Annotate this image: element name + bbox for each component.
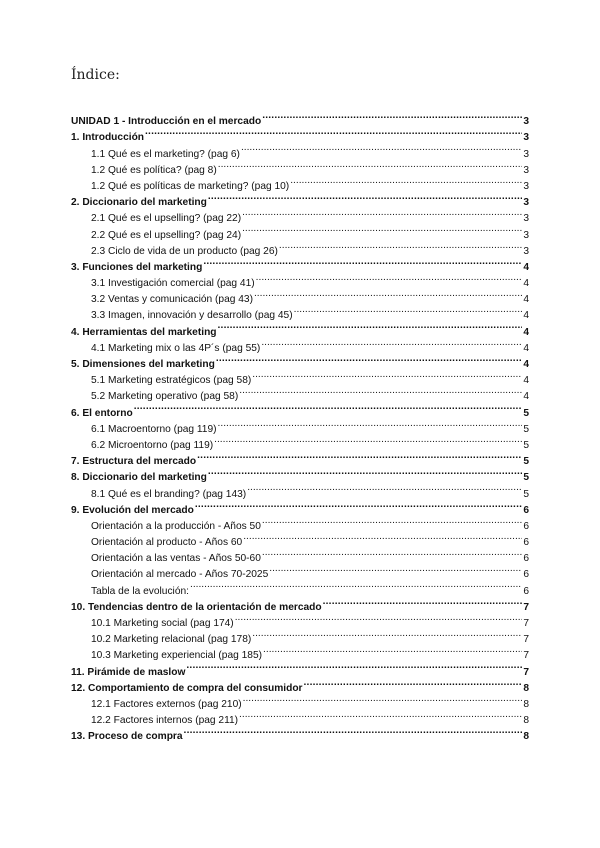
toc-page-number: 8 bbox=[523, 731, 529, 743]
toc-dot-leader bbox=[323, 594, 523, 610]
toc-page-number: 4 bbox=[523, 342, 529, 354]
toc-page-number: 7 bbox=[523, 666, 529, 678]
toc-dot-leader bbox=[239, 383, 522, 399]
toc-entry-label: 12.2 Factores internos (pag 211) bbox=[91, 715, 239, 727]
toc-page-number: 6 bbox=[523, 520, 529, 532]
toc-entry-label: Tabla de la evolución: bbox=[91, 585, 189, 597]
toc-entry-label: Orientación al producto - Años 60 bbox=[91, 537, 243, 549]
toc-entry-label: 5.1 Marketing estratégicos (pag 58) bbox=[91, 375, 252, 387]
toc-entry-label: 6. El entorno bbox=[71, 407, 133, 419]
toc-entry-label: 3. Funciones del marketing bbox=[71, 261, 203, 273]
toc-entry-label: UNIDAD 1 - Introducción en el mercado bbox=[71, 116, 262, 128]
toc-entry-label: 12.1 Factores externos (pag 210) bbox=[91, 698, 242, 710]
toc-entry-label: 8.1 Qué es el branding? (pag 143) bbox=[91, 488, 247, 500]
toc-page-number: 4 bbox=[523, 294, 529, 306]
toc-page-number: 3 bbox=[523, 180, 529, 192]
toc-page-number: 5 bbox=[523, 472, 529, 484]
toc-page-number: 5 bbox=[523, 423, 529, 435]
toc-entry-label: 1. Introducción bbox=[71, 132, 145, 144]
toc-dot-leader bbox=[262, 545, 522, 561]
toc-entry-label: 10.2 Marketing relacional (pag 178) bbox=[91, 634, 252, 646]
toc-dot-leader bbox=[254, 286, 522, 302]
toc-page-number: 3 bbox=[523, 229, 529, 241]
toc-entry-label: 10.3 Marketing experiencial (pag 185) bbox=[91, 650, 263, 662]
toc-entry-label: 2.2 Qué es el upselling? (pag 24) bbox=[91, 229, 242, 241]
toc-page-number: 6 bbox=[523, 537, 529, 549]
toc-page-number: 4 bbox=[523, 278, 529, 290]
toc-dot-leader bbox=[252, 626, 522, 642]
toc-page-number: 4 bbox=[523, 261, 529, 273]
toc-dot-leader bbox=[184, 723, 523, 739]
toc-page-number: 3 bbox=[523, 132, 529, 144]
toc-dot-leader bbox=[243, 529, 522, 545]
toc-page-number: 8 bbox=[523, 698, 529, 710]
toc-page-number: 5 bbox=[523, 488, 529, 500]
toc-dot-leader bbox=[218, 416, 523, 432]
toc-page-number: 6 bbox=[523, 569, 529, 581]
toc-section-entry[interactable] bbox=[71, 399, 529, 419]
toc-dot-leader bbox=[262, 108, 522, 124]
toc-entry-label: 4. Herramientas del marketing bbox=[71, 326, 217, 338]
toc-dot-leader bbox=[190, 577, 522, 593]
toc-entry-label: 11. Pirámide de maslow bbox=[71, 666, 186, 678]
toc-section-entry[interactable] bbox=[71, 108, 529, 128]
toc-dot-leader bbox=[262, 513, 522, 529]
toc-dot-leader bbox=[256, 270, 523, 286]
toc-entry-label: Orientación a las ventas - Años 50-60 bbox=[91, 553, 261, 565]
toc-page-number: 4 bbox=[523, 310, 529, 322]
toc-page-number: 6 bbox=[523, 553, 529, 565]
toc-entry-label: 3.3 Imagen, innovación y desarrollo (pag 45) bbox=[91, 310, 293, 322]
toc-page-number: 7 bbox=[523, 601, 529, 613]
toc-dot-leader bbox=[208, 189, 522, 205]
toc-entry-label: 5.2 Marketing operativo (pag 58) bbox=[91, 391, 239, 403]
toc-dot-leader bbox=[279, 238, 522, 254]
toc-dot-leader bbox=[145, 124, 522, 140]
toc-entry-label: 1.2 Qué es política? (pag 8) bbox=[91, 164, 217, 176]
toc-dot-leader bbox=[216, 351, 523, 367]
toc-page-number: 4 bbox=[523, 326, 529, 338]
toc-dot-leader bbox=[269, 561, 522, 577]
toc-dot-leader bbox=[304, 675, 523, 691]
toc-dot-leader bbox=[261, 335, 522, 351]
toc-entry-label: 12. Comportamiento de compra del consumidor bbox=[71, 682, 303, 694]
toc-dot-leader bbox=[242, 205, 522, 221]
toc-page-number: 3 bbox=[523, 213, 529, 225]
table-of-contents bbox=[71, 108, 529, 743]
toc-dot-leader bbox=[252, 367, 522, 383]
toc-entry-label: 10. Tendencias dentro de la orientación de mercado bbox=[71, 601, 322, 613]
toc-page-number: 3 bbox=[523, 116, 529, 128]
toc-dot-leader bbox=[290, 173, 522, 189]
toc-page-number: 7 bbox=[523, 618, 529, 629]
toc-dot-leader bbox=[186, 658, 522, 674]
toc-page-number: 6 bbox=[523, 504, 529, 516]
toc-dot-leader bbox=[218, 318, 523, 334]
toc-entry-label: 8. Diccionario del marketing bbox=[71, 472, 207, 484]
toc-dot-leader bbox=[239, 707, 522, 723]
toc-entry-label: 6.2 Microentorno (pag 119) bbox=[91, 439, 214, 451]
toc-dot-leader bbox=[243, 691, 523, 707]
toc-subsection-entry[interactable] bbox=[71, 416, 529, 435]
toc-entry-label: 13. Proceso de compra bbox=[71, 731, 183, 743]
toc-entry-label: 4.1 Marketing mix o las 4P´s (pag 55) bbox=[91, 342, 261, 354]
toc-entry-label: 3.1 Investigación comercial (pag 41) bbox=[91, 278, 255, 290]
toc-entry-label: 2. Diccionario del marketing bbox=[71, 197, 207, 209]
toc-entry-label: 6.1 Macroentorno (pag 119) bbox=[91, 423, 217, 435]
toc-dot-leader bbox=[241, 140, 522, 156]
toc-entry-label: 7. Estructura del mercado bbox=[71, 456, 197, 468]
toc-page-number: 4 bbox=[523, 359, 529, 370]
toc-page-number: 7 bbox=[523, 650, 529, 662]
toc-page-number: 3 bbox=[523, 197, 529, 209]
toc-dot-leader bbox=[242, 221, 522, 237]
toc-dot-leader bbox=[263, 642, 522, 658]
index-title: Índice: bbox=[71, 67, 120, 83]
toc-page-number: 8 bbox=[523, 682, 529, 694]
toc-page-number: 3 bbox=[523, 245, 529, 257]
toc-entry-label: 1.2 Qué es políticas de marketing? (pag 10) bbox=[91, 180, 290, 192]
toc-page-number: 4 bbox=[523, 391, 529, 403]
toc-dot-leader bbox=[235, 610, 523, 626]
toc-page-number: 3 bbox=[523, 148, 529, 160]
toc-entry-label: 9. Evolución del mercado bbox=[71, 504, 194, 516]
toc-dot-leader bbox=[218, 157, 523, 173]
toc-page-number: 5 bbox=[523, 439, 529, 451]
toc-entry-label: 2.3 Ciclo de vida de un producto (pag 26) bbox=[91, 245, 278, 257]
toc-entry-label: Orientación a la producción - Años 50 bbox=[91, 520, 261, 532]
toc-dot-leader bbox=[214, 432, 522, 448]
toc-page-number: 5 bbox=[523, 407, 529, 419]
toc-entry-label: 3.2 Ventas y comunicación (pag 43) bbox=[91, 294, 253, 306]
toc-entry-label: Orientación al mercado - Años 70-2025 bbox=[91, 569, 269, 581]
toc-page-number: 3 bbox=[523, 164, 529, 176]
toc-entry-label: 10.1 Marketing social (pag 174) bbox=[91, 618, 234, 629]
toc-dot-leader bbox=[247, 480, 522, 496]
toc-page-number: 8 bbox=[523, 715, 529, 727]
toc-dot-leader bbox=[195, 497, 522, 513]
toc-dot-leader bbox=[294, 302, 523, 318]
toc-dot-leader bbox=[203, 254, 522, 270]
toc-page-number: 4 bbox=[523, 375, 529, 387]
toc-page-number: 6 bbox=[523, 585, 529, 597]
toc-entry-label: 1.1 Qué es el marketing? (pag 6) bbox=[91, 148, 240, 160]
toc-dot-leader bbox=[197, 448, 522, 464]
toc-entry-label: 5. Dimensiones del marketing bbox=[71, 359, 215, 370]
toc-dot-leader bbox=[208, 464, 522, 480]
toc-page-number: 5 bbox=[523, 456, 529, 468]
toc-entry-label: 2.1 Qué es el upselling? (pag 22) bbox=[91, 213, 242, 225]
toc-dot-leader bbox=[134, 399, 523, 415]
toc-page-number: 7 bbox=[523, 634, 529, 646]
